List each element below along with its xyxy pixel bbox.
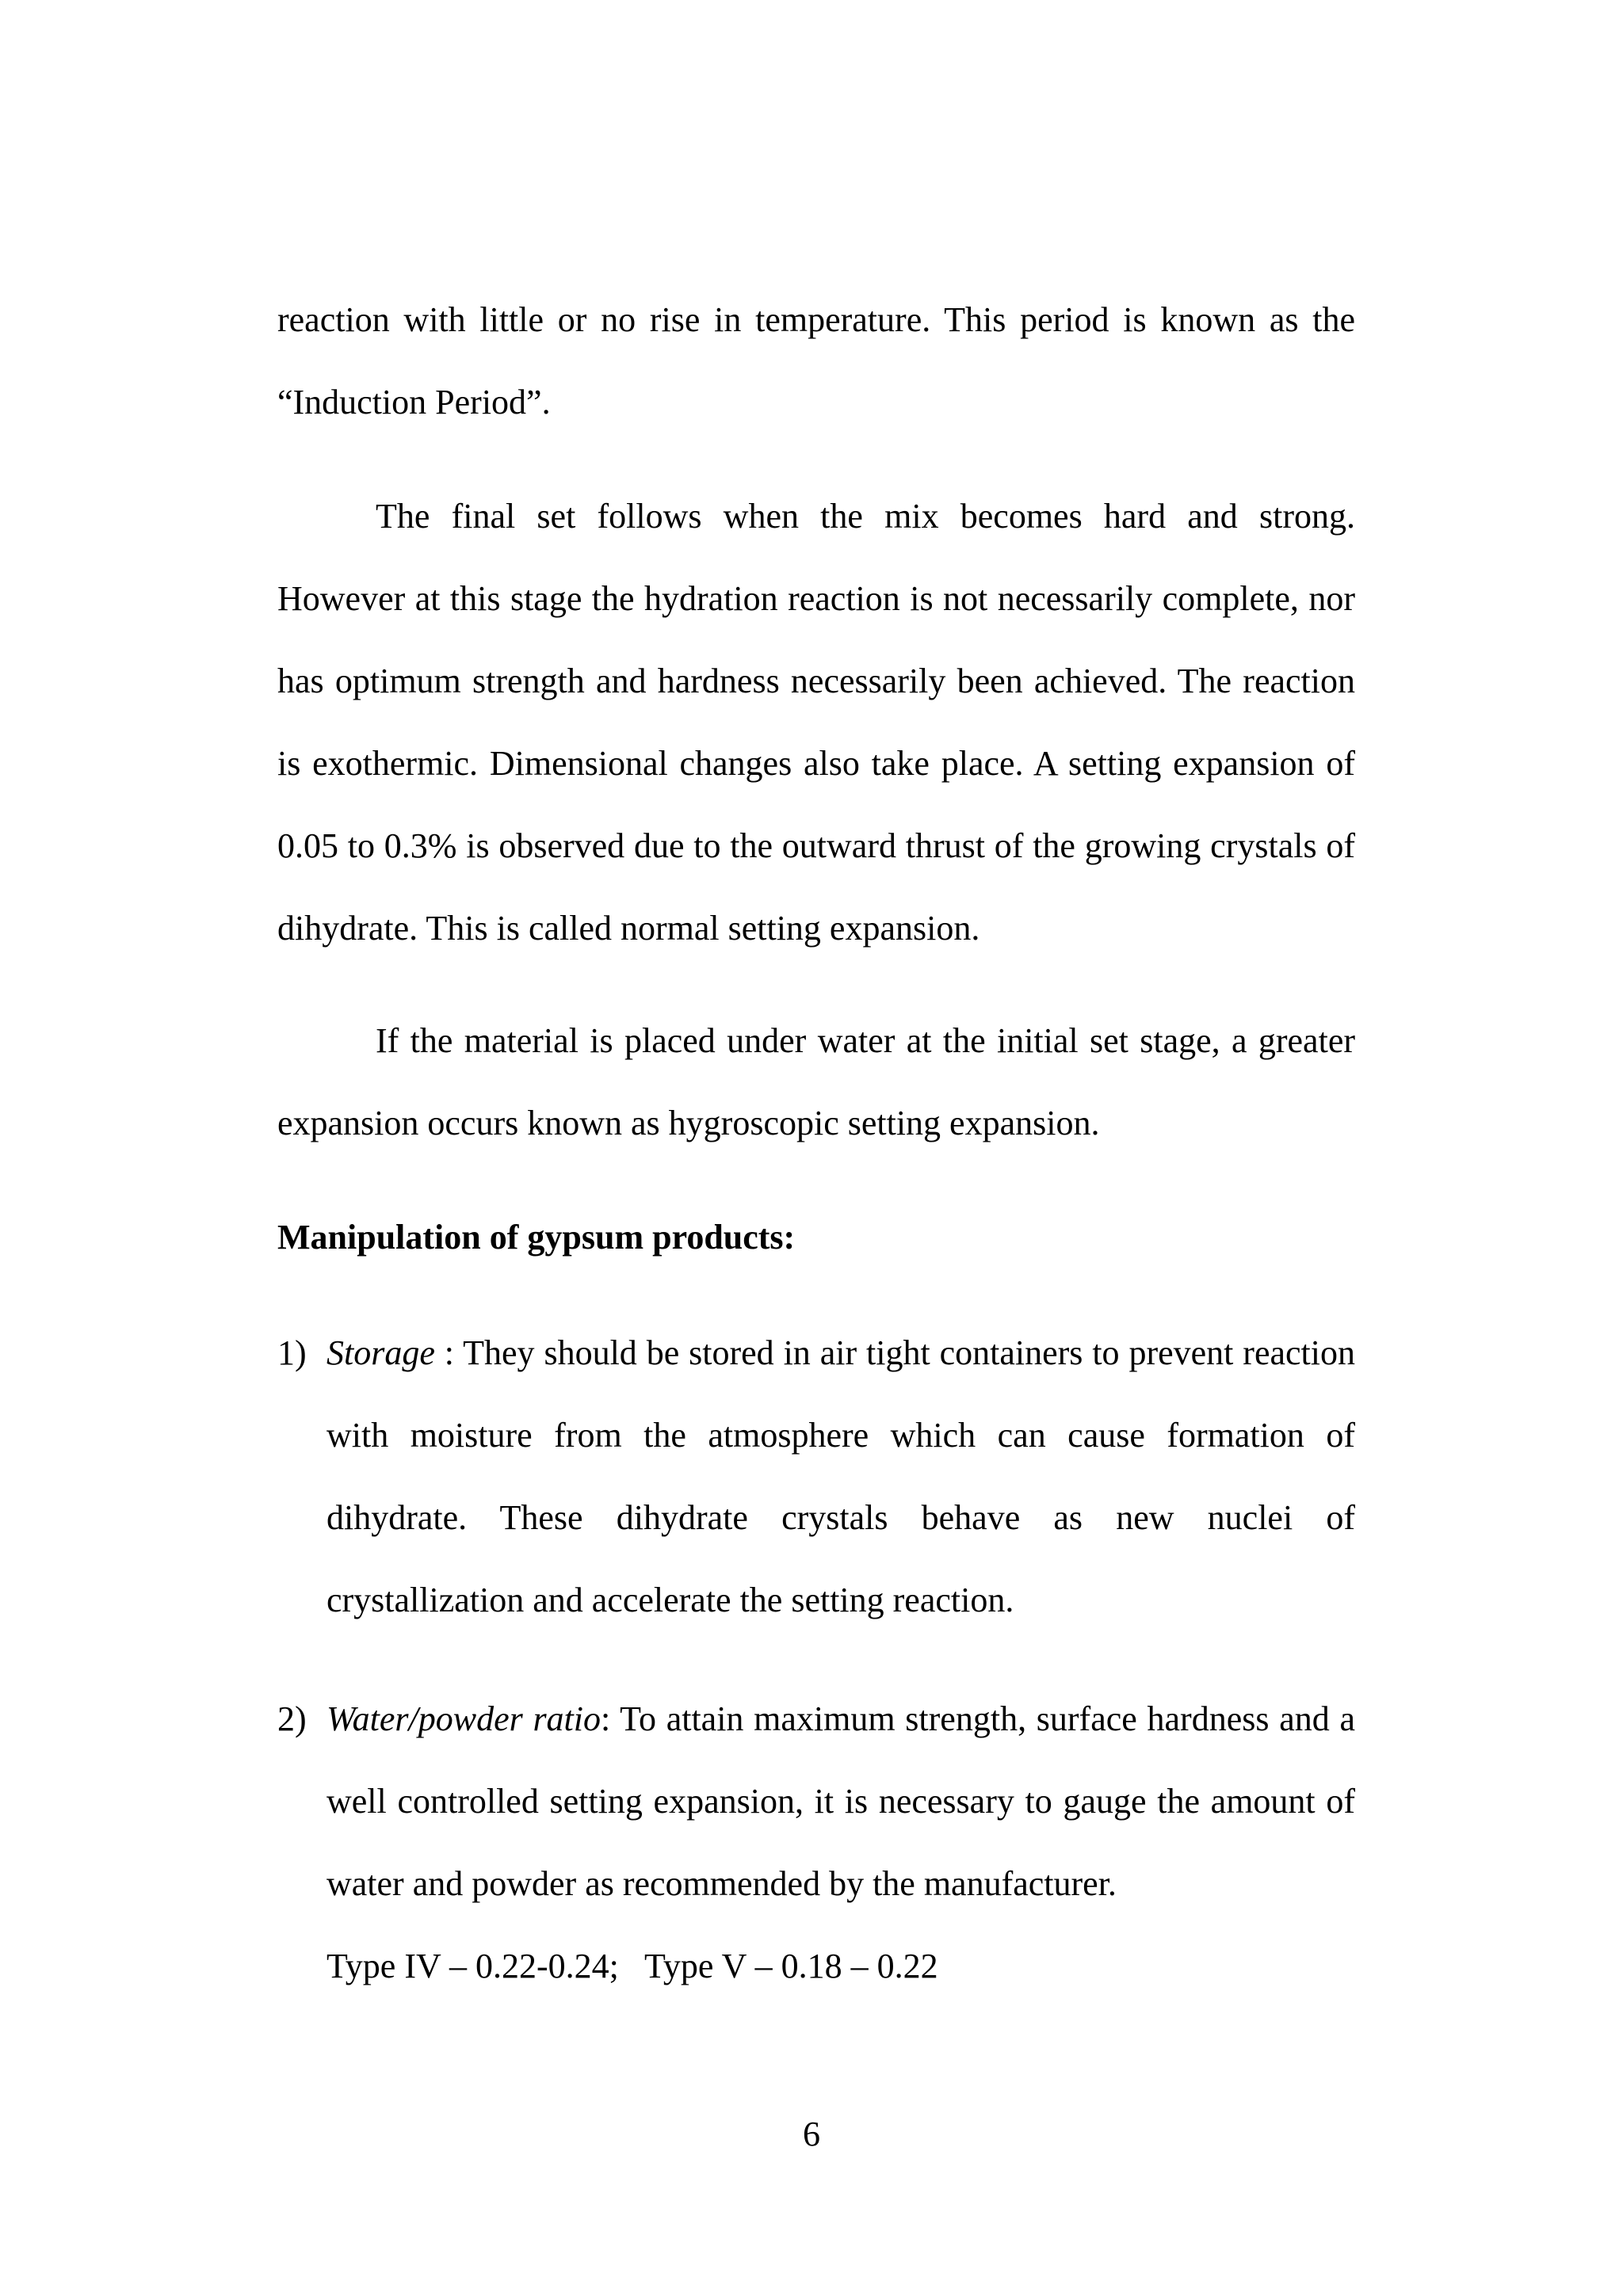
list-text: To attain maximum strength, surface hardness and a well controlled setting expansion, it is necessary to gauge the amount of water and powder as recommended by the manufacturer.	[327, 1699, 1355, 1903]
paragraph-induction-period: reaction with little or no rise in temperature. This period is known as the “Induction Period”.	[277, 300, 1355, 421]
paragraph-hygroscopic-expansion: If the material is placed under water at the initial set stage, a greater expansion occurs known as hygroscopic setting expansion.	[277, 1021, 1355, 1142]
list-item-water-powder-ratio	[277, 1678, 1355, 2008]
list-number: 1)	[277, 1333, 307, 1372]
section-heading: Manipulation of gypsum products:	[277, 1218, 796, 1257]
paragraph-final-set: The final set follows when the mix becomes hard and strong. However at this stage the hydration reaction is not necessarily complete, nor has optimum strength and hardness necessarily been achieved. The reaction is exothermic. Dimensional changes also take place. A setting expansion of 0.05 to 0.3% is observed due to the outward thrust of the growing crystals of dihydrate. This is called normal setting expansion.	[277, 497, 1355, 948]
list-separator: :	[601, 1699, 621, 1738]
list-text: They should be stored in air tight containers to prevent reaction with moisture from the atmosphere which can cause formation of dihydrate. These dihydrate crystals behave as new nuclei of crystallization and accelerate the setting reaction.	[327, 1333, 1355, 1619]
list-body	[327, 1312, 1355, 1642]
list-term: Storage	[327, 1333, 435, 1372]
list-term: Water/powder ratio	[327, 1699, 601, 1738]
list-item-storage	[277, 1312, 1355, 1642]
list-separator: :	[434, 1333, 464, 1372]
list-extra-values: Type IV – 0.22-0.24; Type V – 0.18 – 0.22	[327, 1947, 938, 1985]
list-number: 2)	[277, 1699, 307, 1738]
page-number: 6	[803, 2115, 820, 2153]
list-body	[327, 1678, 1355, 1925]
